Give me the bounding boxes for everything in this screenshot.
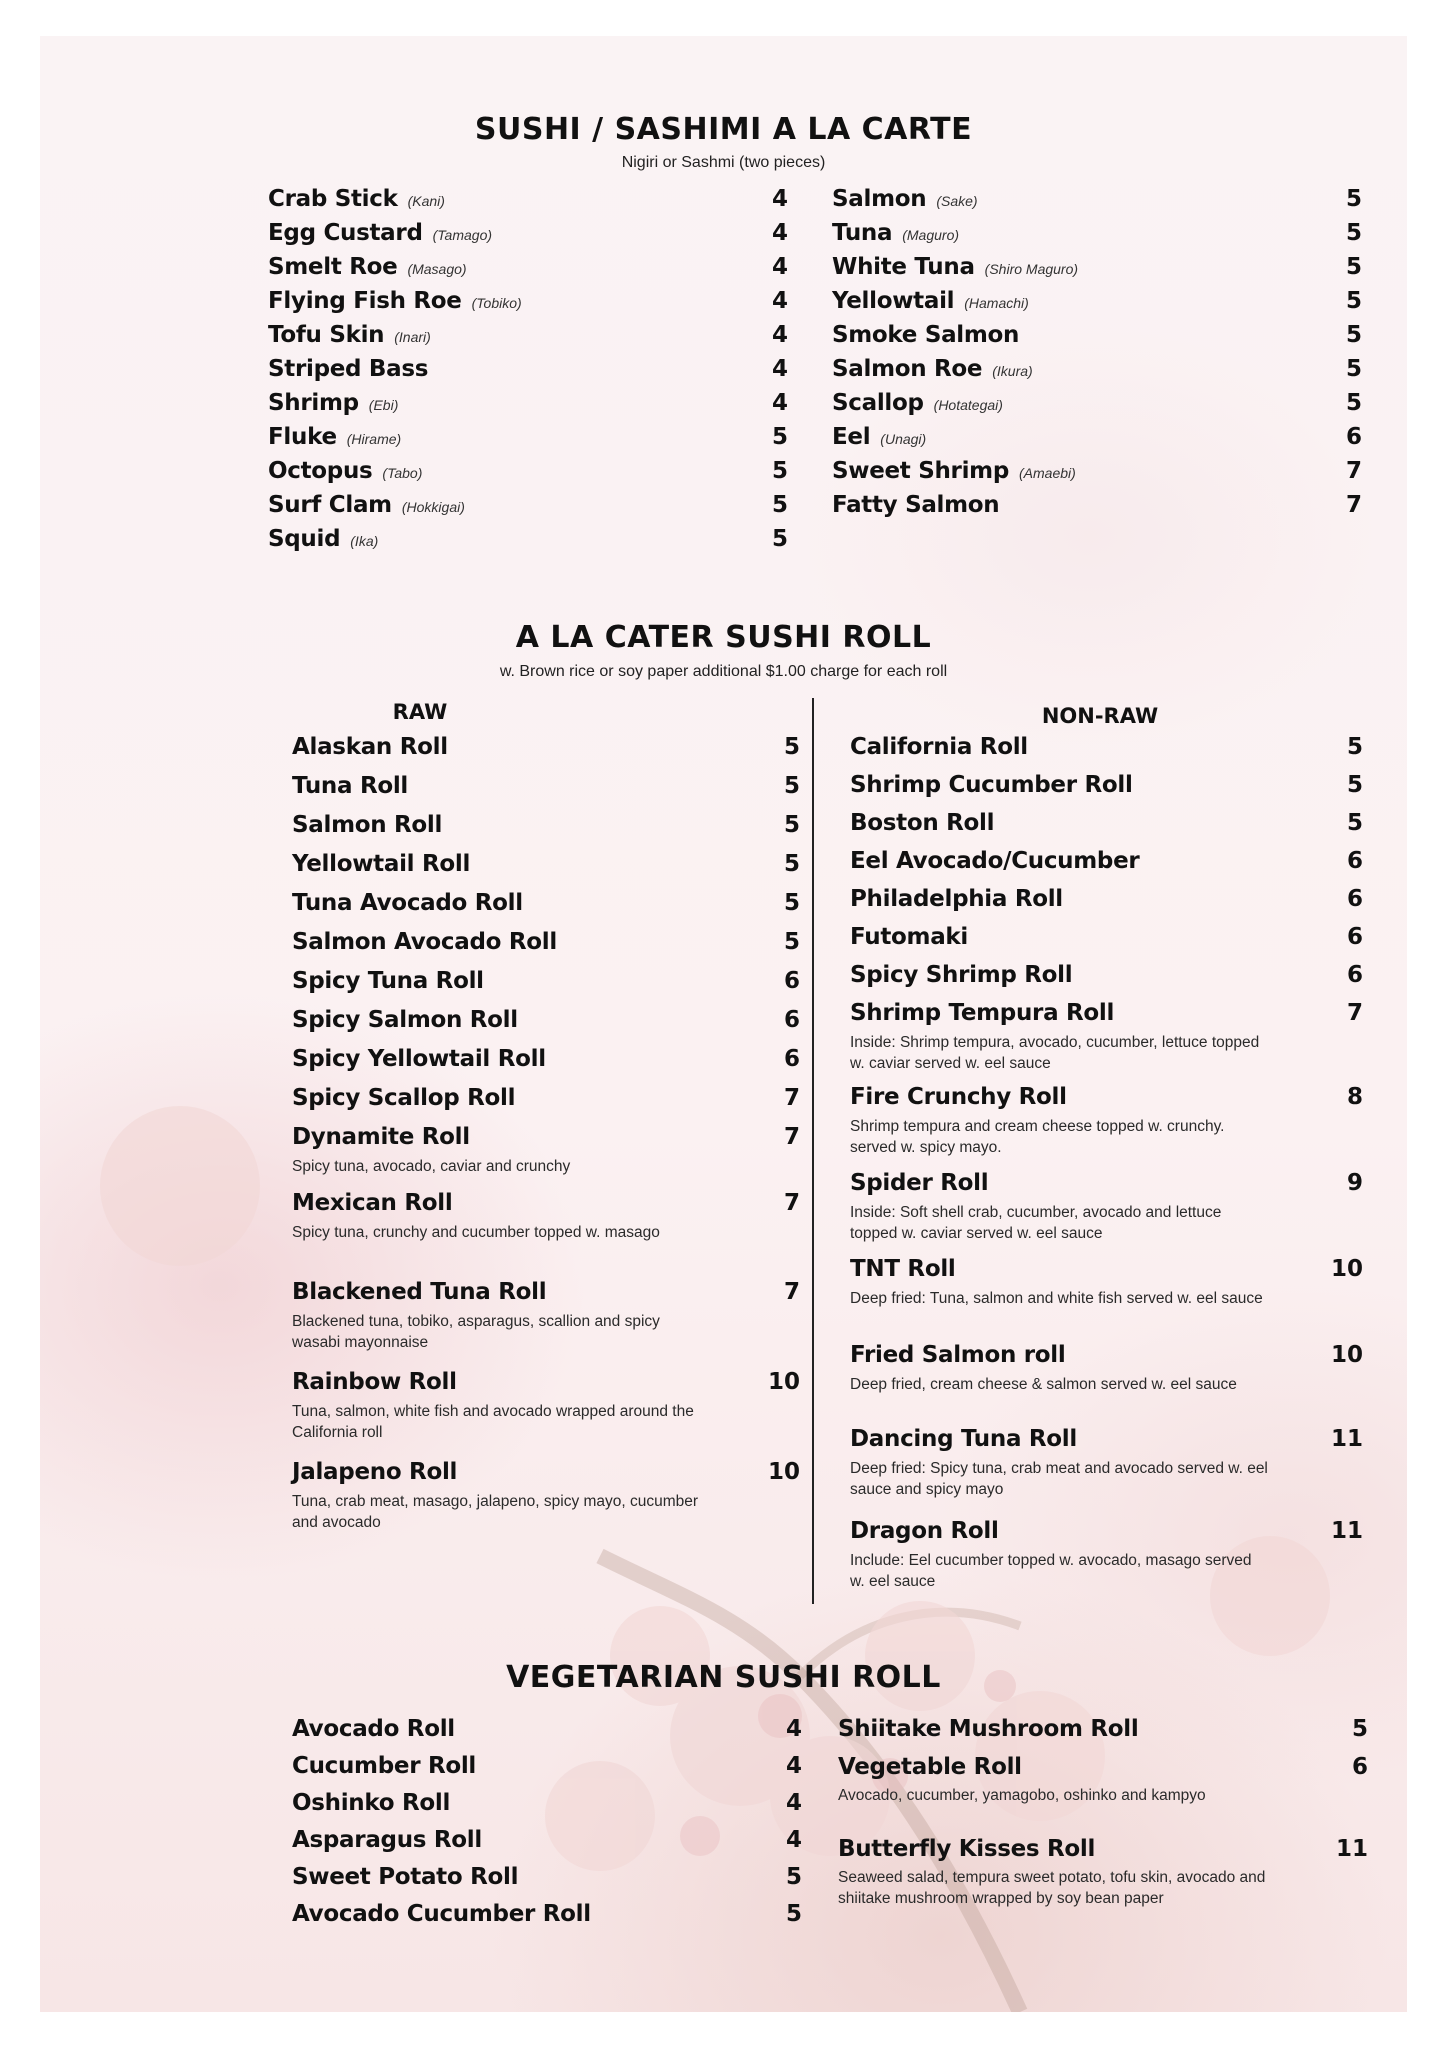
menu-item: [832, 424, 1362, 456]
item-price: 6: [1346, 848, 1363, 874]
item-price: 5: [783, 890, 800, 916]
item-description: Tuna, crab meat, masago, jalapeno, spicy mayo, cucumber and avocado: [292, 1493, 699, 1531]
item-name: Asparagus Roll: [292, 1827, 482, 1853]
menu-item: [832, 492, 1362, 524]
item-name: Flying Fish Roe: [268, 288, 462, 314]
sashimi-title: SUSHI / SASHIMI A LA CARTE: [474, 112, 973, 147]
item-price: 6: [783, 1046, 800, 1072]
menu-item: [292, 1190, 800, 1222]
item-name: Avocado Cucumber Roll: [292, 1901, 591, 1927]
item-price: 7: [783, 1190, 800, 1216]
sashimi-subtitle: Nigiri or Sashmi (two pieces): [621, 154, 826, 171]
item-price: 4: [771, 390, 788, 416]
menu-item: [268, 526, 788, 558]
item-price: 10: [1330, 1342, 1363, 1368]
item-price: 5: [783, 812, 800, 838]
item-price: 4: [771, 254, 788, 280]
item-name: Striped Bass: [268, 356, 429, 382]
menu-item: [268, 492, 788, 524]
item-price: 4: [771, 356, 788, 382]
menu-item: [832, 356, 1362, 388]
item-price: 9: [1346, 1170, 1363, 1196]
item-description: Deep fried: Tuna, salmon and white fish served w. eel sauce: [850, 1290, 1263, 1307]
item-price: 6: [1346, 924, 1363, 950]
item-price: 10: [1330, 1256, 1363, 1282]
item-name: Scallop: [832, 390, 924, 416]
item-price: 6: [1345, 424, 1362, 450]
menu-item: [268, 390, 788, 422]
menu-item: [832, 254, 1362, 286]
menu-item: [832, 288, 1362, 320]
item-name: Salmon Avocado Roll: [292, 929, 557, 955]
menu-item: [850, 848, 1363, 880]
item-japanese-name: (Maguro): [902, 227, 960, 243]
menu-item: [292, 1279, 800, 1311]
menu-item: [292, 773, 800, 805]
item-description: Deep fried: Spicy tuna, crab meat and avocado served w. eel sauce and spicy mayo: [850, 1460, 1268, 1498]
item-price: 5: [1346, 772, 1363, 798]
item-description: Spicy tuna, crunchy and cucumber topped w. masago: [292, 1224, 660, 1241]
item-price: 11: [1335, 1836, 1368, 1862]
item-price: 4: [785, 1753, 802, 1779]
item-name: Fluke: [268, 424, 337, 450]
menu-item: [268, 254, 788, 286]
item-name: Surf Clam: [268, 492, 392, 518]
item-name: Tofu Skin: [268, 322, 385, 348]
item-name: Crab Stick: [268, 186, 398, 212]
item-price: 7: [1345, 458, 1362, 484]
menu-item: [292, 1007, 800, 1039]
item-name: Boston Roll: [850, 810, 995, 836]
menu-item: [832, 458, 1362, 490]
item-name: Spicy Tuna Roll: [292, 968, 484, 994]
item-name: Tuna Avocado Roll: [292, 890, 523, 916]
menu-item: [292, 1753, 802, 1785]
item-name: Tuna: [832, 220, 893, 246]
item-name: Eel Avocado/Cucumber: [850, 848, 1140, 874]
item-name: Avocado Roll: [292, 1716, 455, 1742]
menu-item: [850, 734, 1363, 766]
menu-item: [292, 1827, 802, 1859]
raw-heading: RAW: [392, 700, 448, 724]
item-name: Squid: [268, 526, 341, 552]
menu-item: [850, 1518, 1363, 1550]
item-price: 11: [1330, 1518, 1363, 1544]
item-name: Spicy Shrimp Roll: [850, 962, 1073, 988]
menu-item: [268, 424, 788, 456]
menu-item: [838, 1754, 1368, 1786]
item-name: Shrimp Tempura Roll: [850, 1000, 1115, 1026]
item-japanese-name: (Ikura): [992, 363, 1033, 379]
item-name: Blackened Tuna Roll: [292, 1279, 547, 1305]
item-japanese-name: (Hotategai): [933, 397, 1003, 413]
menu-item: [850, 1000, 1363, 1032]
item-description: Inside: Soft shell crab, cucumber, avocado and lettuce topped w. caviar served w. eel sauce: [850, 1204, 1222, 1242]
item-japanese-name: (Masago): [407, 261, 467, 277]
item-name: Dragon Roll: [850, 1518, 999, 1544]
item-name: Oshinko Roll: [292, 1790, 451, 1816]
item-japanese-name: (Sake): [936, 193, 978, 209]
item-price: 5: [783, 773, 800, 799]
item-name: Yellowtail: [832, 288, 955, 314]
item-name: Shiitake Mushroom Roll: [838, 1716, 1139, 1742]
item-name: Octopus: [268, 458, 373, 484]
item-description: Seaweed salad, tempura sweet potato, tofu skin, avocado and shiitake mushroom wrapped by soy bean paper: [838, 1869, 1266, 1907]
item-name: Smelt Roe: [268, 254, 398, 280]
item-description: Shrimp tempura and cream cheese topped w. crunchy. served w. spicy mayo.: [850, 1118, 1225, 1156]
menu-item: [292, 1901, 802, 1933]
menu-item: [832, 390, 1362, 422]
item-japanese-name: (Shiro Maguro): [984, 261, 1079, 277]
item-price: 5: [783, 929, 800, 955]
item-price: 11: [1330, 1426, 1363, 1452]
item-description: Tuna, salmon, white fish and avocado wrapped around the California roll: [292, 1403, 694, 1441]
item-price: 5: [1345, 390, 1362, 416]
menu-item: [292, 1124, 800, 1156]
item-name: Salmon Roe: [832, 356, 983, 382]
item-name: Sweet Potato Roll: [292, 1864, 519, 1890]
menu-item: [292, 812, 800, 844]
item-price: 5: [785, 1864, 802, 1890]
item-description: Spicy tuna, avocado, caviar and crunchy: [292, 1158, 571, 1175]
item-price: 6: [1346, 886, 1363, 912]
item-name: Eel: [832, 424, 871, 450]
item-japanese-name: (Ika): [350, 533, 379, 549]
menu-item: [838, 1836, 1368, 1868]
menu-item: [292, 929, 800, 961]
item-japanese-name: (Tobiko): [471, 295, 522, 311]
item-name: Dynamite Roll: [292, 1124, 470, 1150]
item-description: Inside: Shrimp tempura, avocado, cucumber, lettuce topped w. caviar served w. eel sauce: [850, 1034, 1260, 1072]
item-name: Fire Crunchy Roll: [850, 1084, 1067, 1110]
item-price: 5: [1345, 254, 1362, 280]
item-name: Fried Salmon roll: [850, 1342, 1066, 1368]
item-japanese-name: (Unagi): [880, 431, 927, 447]
menu-item: [850, 924, 1363, 956]
item-price: 4: [785, 1790, 802, 1816]
item-name: Yellowtail Roll: [292, 851, 471, 877]
menu-page: [40, 36, 1407, 2012]
item-japanese-name: (Hamachi): [964, 295, 1029, 311]
item-japanese-name: (Hokkigai): [401, 499, 465, 515]
menu-item: [850, 1342, 1363, 1374]
item-price: 4: [785, 1827, 802, 1853]
menu-item: [292, 968, 800, 1000]
item-price: 5: [771, 424, 788, 450]
item-name: Cucumber Roll: [292, 1753, 477, 1779]
menu-item: [832, 220, 1362, 252]
item-name: Salmon: [832, 186, 927, 212]
vegetarian-title: VEGETARIAN SUSHI ROLL: [506, 1660, 941, 1695]
item-name: Futomaki: [850, 924, 969, 950]
nonraw-heading: NON-RAW: [1041, 704, 1159, 728]
menu-item: [850, 810, 1363, 842]
item-price: 4: [771, 220, 788, 246]
item-name: Fatty Salmon: [832, 492, 1000, 518]
item-name: California Roll: [850, 734, 1028, 760]
item-name: Spicy Salmon Roll: [292, 1007, 518, 1033]
menu-item: [850, 1426, 1363, 1458]
item-price: 5: [1345, 322, 1362, 348]
menu-item: [832, 186, 1362, 218]
item-name: Smoke Salmon: [832, 322, 1020, 348]
menu-item: [292, 851, 800, 883]
item-name: Alaskan Roll: [292, 734, 448, 760]
rolls-title: A LA CATER SUSHI ROLL: [515, 620, 932, 655]
item-price: 5: [771, 458, 788, 484]
item-price: 5: [1346, 734, 1363, 760]
item-price: 7: [783, 1279, 800, 1305]
item-japanese-name: (Kani): [407, 193, 445, 209]
menu-item: [292, 1716, 802, 1748]
item-name: White Tuna: [832, 254, 975, 280]
item-price: 10: [767, 1459, 800, 1485]
item-name: Salmon Roll: [292, 812, 443, 838]
item-price: 7: [1346, 1000, 1363, 1026]
item-description: Include: Eel cucumber topped w. avocado, masago served w. eel sauce: [850, 1552, 1252, 1590]
item-japanese-name: (Tabo): [382, 465, 423, 481]
column-divider: [812, 698, 814, 1604]
item-price: 10: [767, 1369, 800, 1395]
item-name: Jalapeno Roll: [292, 1459, 458, 1485]
item-description: Avocado, cucumber, yamagobo, oshinko and kampyo: [838, 1787, 1206, 1804]
item-japanese-name: (Inari): [394, 329, 431, 345]
item-price: 5: [1351, 1716, 1368, 1742]
item-price: 6: [1351, 1754, 1368, 1780]
menu-item: [832, 322, 1362, 354]
item-name: Shrimp: [268, 390, 359, 416]
item-price: 6: [783, 1007, 800, 1033]
menu-item: [292, 1046, 800, 1078]
item-price: 5: [783, 734, 800, 760]
item-price: 5: [771, 526, 788, 552]
item-description: Blackened tuna, tobiko, asparagus, scallion and spicy wasabi mayonnaise: [292, 1313, 660, 1351]
item-name: Dancing Tuna Roll: [850, 1426, 1077, 1452]
item-price: 5: [771, 492, 788, 518]
menu-item: [850, 962, 1363, 994]
item-name: TNT Roll: [850, 1256, 956, 1282]
item-name: Butterfly Kisses Roll: [838, 1836, 1096, 1862]
item-price: 6: [1346, 962, 1363, 988]
menu-item: [268, 220, 788, 252]
item-japanese-name: (Amaebi): [1019, 465, 1076, 481]
item-description: Deep fried, cream cheese & salmon served w. eel sauce: [850, 1376, 1237, 1393]
item-japanese-name: (Hirame): [346, 431, 402, 447]
item-name: Vegetable Roll: [838, 1754, 1022, 1780]
menu-item: [850, 1256, 1363, 1288]
menu-item: [268, 288, 788, 320]
item-name: Philadelphia Roll: [850, 886, 1063, 912]
item-price: 5: [783, 851, 800, 877]
item-price: 4: [771, 322, 788, 348]
menu-item: [292, 734, 800, 766]
item-price: 4: [785, 1716, 802, 1742]
item-name: Spicy Yellowtail Roll: [292, 1046, 546, 1072]
menu-item: [268, 186, 788, 218]
item-price: 8: [1346, 1084, 1363, 1110]
menu-item: [292, 1369, 800, 1401]
item-name: Spicy Scallop Roll: [292, 1085, 516, 1111]
item-price: 5: [785, 1901, 802, 1927]
item-price: 5: [1346, 810, 1363, 836]
item-price: 5: [1345, 186, 1362, 212]
item-name: Rainbow Roll: [292, 1369, 457, 1395]
item-price: 4: [771, 186, 788, 212]
item-price: 7: [1345, 492, 1362, 518]
item-name: Egg Custard: [268, 220, 423, 246]
rolls-subtitle: w. Brown rice or soy paper additional $1.00 charge for each roll: [499, 663, 948, 680]
item-name: Spider Roll: [850, 1170, 989, 1196]
item-price: 5: [1345, 288, 1362, 314]
item-name: Mexican Roll: [292, 1190, 453, 1216]
item-name: Shrimp Cucumber Roll: [850, 772, 1133, 798]
item-price: 6: [783, 968, 800, 994]
item-price: 4: [771, 288, 788, 314]
item-japanese-name: (Tamago): [432, 227, 493, 243]
menu-item: [292, 1864, 802, 1896]
menu-item: [268, 322, 788, 354]
item-price: 7: [783, 1124, 800, 1150]
menu-item: [268, 458, 788, 490]
item-name: Sweet Shrimp: [832, 458, 1010, 484]
item-price: 5: [1345, 356, 1362, 382]
menu-item: [292, 1085, 800, 1117]
menu-item: [292, 1459, 800, 1491]
menu-item: [292, 1790, 802, 1822]
item-price: 5: [1345, 220, 1362, 246]
menu-item: [850, 1170, 1363, 1202]
menu-item: [838, 1716, 1368, 1748]
menu-item: [268, 356, 788, 388]
menu-item: [850, 772, 1363, 804]
item-japanese-name: (Ebi): [368, 397, 399, 413]
item-name: Tuna Roll: [292, 773, 409, 799]
menu-item: [292, 890, 800, 922]
menu-item: [850, 886, 1363, 918]
item-price: 7: [783, 1085, 800, 1111]
menu-item: [850, 1084, 1363, 1116]
